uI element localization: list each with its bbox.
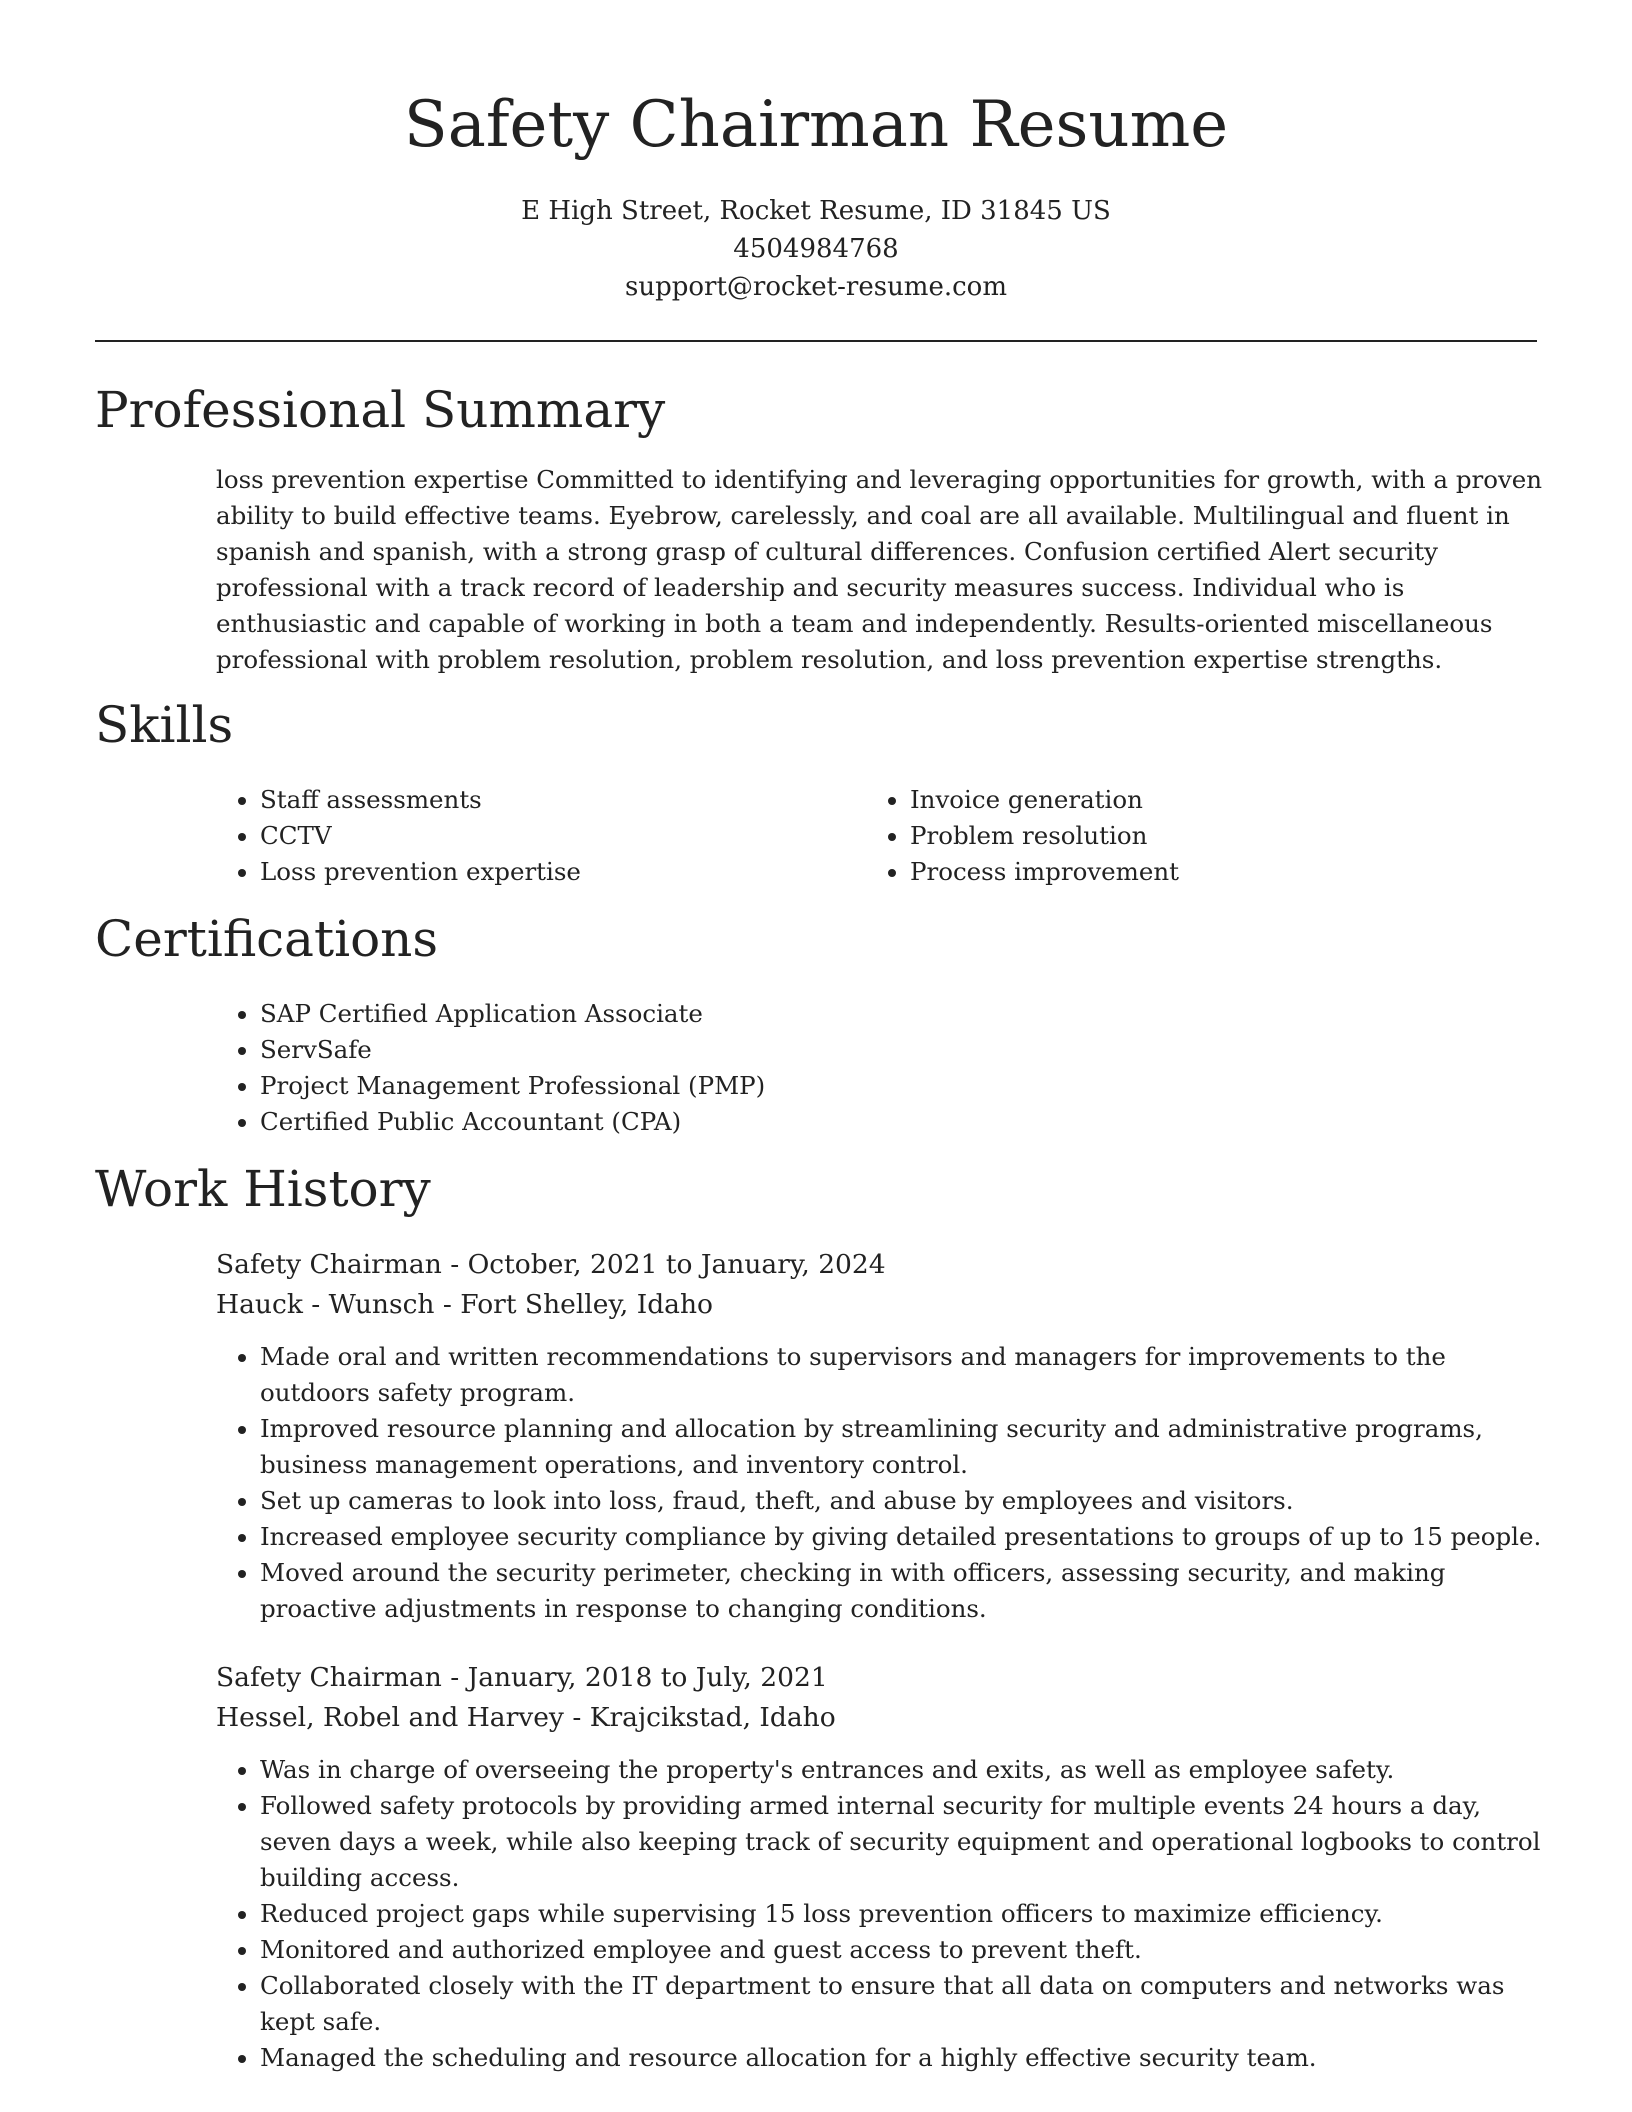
- skills-column-right: [866, 782, 1516, 890]
- skill-item: • Staff assessments: [260, 782, 866, 818]
- job-bullet: • Set up cameras to look into loss, fraud, theft, and abuse by employees and visitors.: [260, 1483, 1546, 1519]
- skill-item: • Invoice generation: [910, 782, 1516, 818]
- job-bullet: • Reduced project gaps while supervising 15 loss prevention officers to maximize efficiency.: [260, 1896, 1546, 1932]
- job-title-line: Safety Chairman - October, 2021 to January, 2024: [216, 1249, 886, 1280]
- job-company-line: Hessel, Robel and Harvey - Krajcikstad, Idaho: [216, 1702, 836, 1733]
- section-title-work-history: Work History: [95, 1160, 431, 1218]
- job-bullets: [216, 1752, 1546, 2076]
- skill-item: • CCTV: [260, 818, 866, 854]
- job-bullet: • Managed the scheduling and resource allocation for a highly effective security team.: [260, 2040, 1546, 2076]
- contact-info: [0, 192, 1632, 306]
- skill-item: • Loss prevention expertise: [260, 854, 866, 890]
- certification-item: • Project Management Professional (PMP): [260, 1068, 1546, 1104]
- job-company-line: Hauck - Wunsch - Fort Shelley, Idaho: [216, 1289, 714, 1320]
- job-entry: [216, 1658, 1546, 2076]
- section-title-skills: Skills: [95, 696, 234, 754]
- skills-column-left: [216, 782, 866, 890]
- job-bullet: • Was in charge of overseeing the property's entrances and exits, as well as employee safety.: [260, 1752, 1546, 1788]
- job-bullet: • Made oral and written recommendations to supervisors and managers for improvements to the outdoors safety program.: [260, 1339, 1546, 1411]
- skills-list: [216, 782, 1546, 890]
- header-divider: [95, 340, 1537, 342]
- job-bullet: • Improved resource planning and allocation by streamlining security and administrative programs, business management operations, and inventory control.: [260, 1411, 1546, 1483]
- phone: 4504984768: [733, 234, 899, 264]
- job-entry: [216, 1245, 1546, 1627]
- job-bullet: • Collaborated closely with the IT department to ensure that all data on computers and networks was kept safe.: [260, 1968, 1546, 2040]
- job-bullet: • Increased employee security compliance by giving detailed presentations to groups of up to 15 people.: [260, 1519, 1546, 1555]
- certifications-list: [216, 996, 1546, 1140]
- job-bullet: • Monitored and authorized employee and guest access to prevent theft.: [260, 1932, 1546, 1968]
- certification-item: • Certified Public Accountant (CPA): [260, 1104, 1546, 1140]
- job-bullet: • Moved around the security perimeter, checking in with officers, assessing security, and making proactive adjustments in response to changing conditions.: [260, 1555, 1546, 1627]
- email: support@rocket-resume.com: [624, 272, 1007, 302]
- resume-title: Safety Chairman Resume: [403, 88, 1229, 162]
- section-title-certifications: Certifications: [95, 910, 439, 968]
- job-title-line: Safety Chairman - January, 2018 to July, 2021: [216, 1662, 828, 1693]
- skill-item: • Problem resolution: [910, 818, 1516, 854]
- job-bullet: • Followed safety protocols by providing armed internal security for multiple events 24 hours a day, seven days a week, while also keeping track of security equipment and operational logbooks to control building access.: [260, 1788, 1546, 1896]
- resume-header: [0, 0, 1632, 306]
- summary-text: loss prevention expertise Committed to identifying and leveraging opportunities for growth, with a proven ability to build effective teams. Eyebrow, carelessly, and coal are all available. Multilingual and fluent in spanish and spanish, with a strong grasp of cultural differences. Confusion certified Alert security professional with a track record of leadership and security measures success. Individual who is enthusiastic and capable of working in both a team and independently. Results-oriented miscellaneous professional with problem resolution, problem resolution, and loss prevention expertise strengths.: [216, 465, 1543, 674]
- section-title-summary: Professional Summary: [95, 381, 666, 439]
- certification-item: • SAP Certified Application Associate: [260, 996, 1546, 1032]
- skill-item: • Process improvement: [910, 854, 1516, 890]
- certification-item: • ServSafe: [260, 1032, 1546, 1068]
- address: E High Street, Rocket Resume, ID 31845 US: [521, 196, 1111, 226]
- job-bullets: [216, 1339, 1546, 1627]
